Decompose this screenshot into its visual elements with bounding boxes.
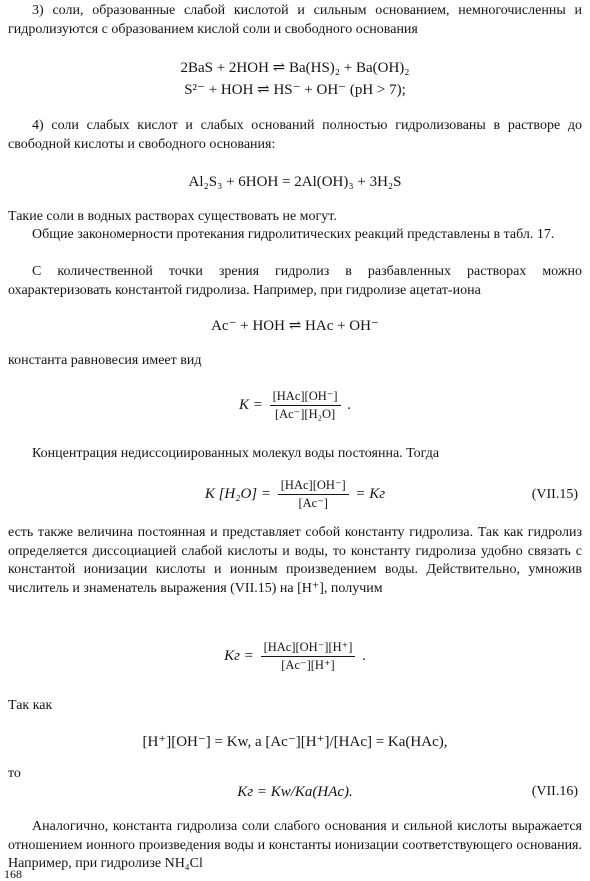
- page-number: 168: [4, 867, 22, 881]
- fraction-numerator: [HAc][OH⁻][H⁺]: [261, 640, 356, 657]
- equation-body: Kг = Kw/Ka(HAc).: [237, 784, 353, 800]
- equation-number: (VII.15): [531, 487, 578, 502]
- equation-hydrolysis-constant-expanded: [0, 640, 590, 673]
- fraction: [278, 478, 349, 511]
- paragraph-general-regularities: Общие закономерности протекания гидролитических реакций представлены в табл. 17.: [32, 227, 555, 242]
- equation-lhs: Kг =: [224, 647, 254, 664]
- equation-rhs: = Kг: [355, 485, 386, 502]
- equation-acetate-hydrolysis: Ac⁻ + HOH ⇌ HAc + OH⁻: [211, 318, 379, 334]
- paragraph-then: то: [8, 766, 21, 781]
- fraction: [270, 389, 341, 422]
- fraction-denominator: [Ac⁻][H₂O]: [274, 407, 336, 421]
- equation-tail: .: [347, 396, 352, 413]
- equation-number: (VII.16): [531, 784, 578, 799]
- equation-tail: .: [362, 647, 366, 664]
- equation-hydrolysis-constant: [0, 478, 590, 511]
- paragraph-salts-not-exist: Такие соли в водных растворах существовать не могут.: [8, 209, 337, 224]
- fraction-denominator: [Ac⁻][H⁺]: [281, 658, 335, 672]
- fraction-denominator: [Ac⁻]: [298, 496, 328, 510]
- equation-kg-ratio: [0, 783, 590, 802]
- equation-al2s3-hydrolysis: Al₂S₃ + 6HOH = 2Al(OH)₃ + 3H₂S: [188, 174, 402, 190]
- equation-lhs: K =: [238, 396, 263, 413]
- paragraph-quantitative-hydrolysis: С количественной точки зрения гидролиз в разбавленных растворах можно охарактеризовать константой гидролиза. Например, при гидролизе ацетат-иона: [8, 264, 582, 298]
- equation-lhs: K [H₂O] =: [204, 485, 272, 502]
- paragraph-constant-explanation: есть также величина постоянная и представляет собой константу гидролиза. Так как гидролиз определяется диссоциацией слабой кислоты и воды, то константу гидролиза удобно связать с константой ионизации кислоты и ионным произведением воды. Действительно, умножив числитель и знаменатель выражения (VII.15) на [H⁺], получим: [8, 525, 582, 596]
- equation-sulfide-ion-hydrolysis: S²⁻ + HOH ⇌ HS⁻ + OH⁻ (pH > 7);: [184, 82, 406, 98]
- fraction-numerator: [HAc][OH⁻]: [270, 389, 341, 406]
- paragraph-equilibrium-constant: константа равновесия имеет вид: [8, 353, 202, 368]
- paragraph-water-concentration: Концентрация недиссоциированных молекул воды постоянна. Тогда: [32, 446, 440, 461]
- fraction-numerator: [HAc][OH⁻]: [278, 478, 349, 495]
- paragraph-since: Так как: [8, 698, 53, 713]
- equation-bas-hydrolysis: 2BaS + 2HOH ⇌ Ba(HS)₂ + Ba(OH)₂: [180, 60, 410, 76]
- equation-equilibrium-constant: [0, 389, 590, 422]
- paragraph-analogous-case: Аналогично, константа гидролиза соли слабого основания и сильной кислоты выражается отношением ионного произведения воды и константы ионизации соответствующего основания. Например, при гидролизе NH₄Cl: [8, 819, 582, 871]
- paragraph-weak-acid-strong-base: 3) соли, образованные слабой кислотой и сильным основанием, немногочисленны и гидролизуются с образованием кислой соли и свободного основания: [8, 3, 582, 37]
- paragraph-weak-acid-weak-base: 4) соли слабых кислот и слабых оснований полностью гидролизованы в растворе до свободной кислоты и свободного основания:: [8, 118, 582, 152]
- fraction: [261, 640, 356, 673]
- equation-ionic-product: [H⁺][OH⁻] = Kw, а [Ac⁻][H⁺]/[HAc] = Ka(HAc),: [142, 734, 448, 750]
